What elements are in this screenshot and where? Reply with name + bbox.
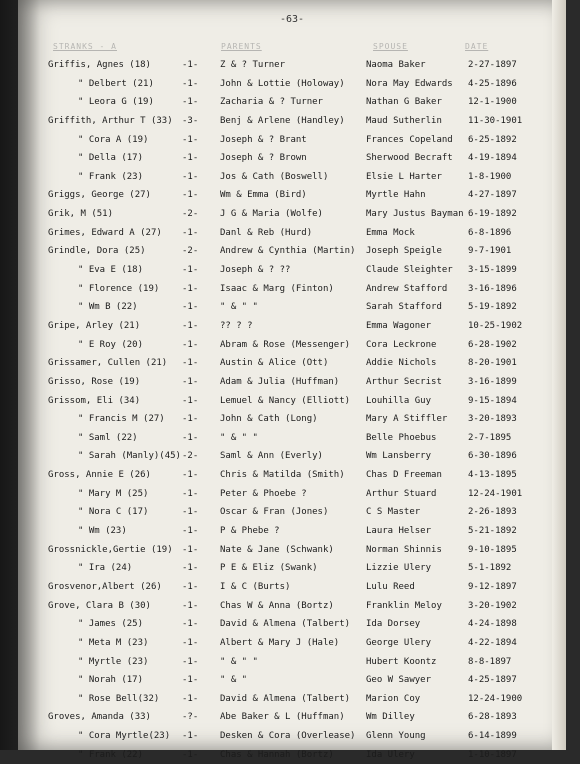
record-count: -1- xyxy=(182,470,199,481)
record-count: -1- xyxy=(182,376,199,387)
record-count: -1- xyxy=(182,749,199,760)
record-parents: Abe Baker & L (Huffman) xyxy=(220,712,345,723)
record-count: -2- xyxy=(182,209,199,220)
record-date: 3-20-1893 xyxy=(468,414,517,425)
record-row xyxy=(48,429,553,448)
record-spouse: Ida Dorsey xyxy=(366,619,421,630)
record-parents: Oscar & Fran (Jones) xyxy=(220,507,329,518)
record-parents: " & " xyxy=(220,675,248,686)
record-date: 4-25-1896 xyxy=(468,78,517,89)
record-name: " Wm (23) xyxy=(78,526,127,537)
record-parents: Joseph & ? ?? xyxy=(220,265,291,276)
record-count: -1- xyxy=(182,600,199,611)
record-date: 9-15-1894 xyxy=(468,395,517,406)
record-name: " Wm B (22) xyxy=(78,302,138,313)
record-parents: Lemuel & Nancy (Elliott) xyxy=(220,395,351,406)
record-name: " Cora A (19) xyxy=(78,134,149,145)
record-parents: John & Lottie (Holoway) xyxy=(220,78,345,89)
record-name: Grik, M (51) xyxy=(48,209,114,220)
record-row xyxy=(48,615,553,634)
record-spouse: Norman Shinnis xyxy=(366,544,442,555)
record-count: -1- xyxy=(182,265,199,276)
record-spouse: Sherwood Becraft xyxy=(366,153,453,164)
record-count: -1- xyxy=(182,78,199,89)
record-name: " Rose Bell(32) xyxy=(78,693,160,704)
record-spouse: Mary A Stiffler xyxy=(366,414,448,425)
record-date: 10-25-1902 xyxy=(468,320,523,331)
record-spouse: Emma Wagoner xyxy=(366,320,432,331)
record-date: 8-20-1901 xyxy=(468,358,517,369)
record-name: Grissom, Eli (34) xyxy=(48,395,141,406)
record-date: 3-16-1896 xyxy=(468,283,517,294)
record-count: -1- xyxy=(182,283,199,294)
record-row xyxy=(48,317,553,336)
record-name: " Ira (24) xyxy=(78,563,133,574)
page-edge xyxy=(552,0,566,750)
record-spouse: Andrew Stafford xyxy=(366,283,448,294)
record-row xyxy=(48,168,553,187)
record-name: " Meta M (23) xyxy=(78,637,149,648)
record-parents: " & " " xyxy=(220,432,258,443)
record-count: -1- xyxy=(182,656,199,667)
record-row xyxy=(48,578,553,597)
header-date: DATE xyxy=(465,42,489,51)
record-count: -?- xyxy=(182,712,199,723)
record-date: 12-24-1900 xyxy=(468,693,523,704)
record-parents: Wm & Emma (Bird) xyxy=(220,190,307,201)
record-date: 6-14-1899 xyxy=(468,731,517,742)
record-count: -1- xyxy=(182,414,199,425)
record-count: -1- xyxy=(182,507,199,518)
record-name: " Saml (22) xyxy=(78,432,138,443)
record-count: -1- xyxy=(182,171,199,182)
record-row xyxy=(48,541,553,560)
record-date: 9-7-1901 xyxy=(468,246,512,257)
record-row xyxy=(48,186,553,205)
record-spouse: Nathan G Baker xyxy=(366,97,442,108)
document-page xyxy=(18,0,566,760)
record-row xyxy=(48,597,553,616)
record-date: 12-1-1900 xyxy=(468,97,517,108)
record-count: -1- xyxy=(182,358,199,369)
record-name: " Mary M (25) xyxy=(78,488,149,499)
record-parents: Z & ? Turner xyxy=(220,60,286,70)
record-parents: P & Phebe ? xyxy=(220,526,280,537)
record-row xyxy=(48,261,553,280)
record-date: 5-1-1892 xyxy=(468,563,512,574)
record-date: 1-8-1900 xyxy=(468,171,512,182)
record-parents: Adam & Julia (Huffman) xyxy=(220,376,340,387)
page-number: -63- xyxy=(279,14,305,25)
record-parents: P E & Eliz (Swank) xyxy=(220,563,318,574)
record-name: Grisso, Rose (19) xyxy=(48,376,141,387)
record-spouse: Arthur Stuard xyxy=(366,488,437,499)
record-count: -1- xyxy=(182,488,199,499)
record-spouse: Emma Mock xyxy=(366,227,415,238)
record-count: -1- xyxy=(182,190,199,201)
record-date: 6-30-1896 xyxy=(468,451,517,462)
record-count: -1- xyxy=(182,153,199,164)
record-name: " Florence (19) xyxy=(78,283,160,294)
record-count: -1- xyxy=(182,637,199,648)
record-parents: Isaac & Marg (Finton) xyxy=(220,283,334,294)
record-parents: Nate & Jane (Schwank) xyxy=(220,544,334,555)
record-parents: I & C (Burts) xyxy=(220,581,291,592)
record-count: -1- xyxy=(182,60,199,70)
header-parents: PARENTS xyxy=(221,42,262,51)
record-row xyxy=(48,93,553,112)
record-name: Griffis, Agnes (18) xyxy=(48,60,151,70)
record-spouse: Naoma Baker xyxy=(366,60,426,70)
record-date: 2-26-1893 xyxy=(468,507,517,518)
record-row xyxy=(48,336,553,355)
record-row xyxy=(48,75,553,94)
record-count: -1- xyxy=(182,432,199,443)
record-date: 4-24-1898 xyxy=(468,619,517,630)
record-name: Grissamer, Cullen (21) xyxy=(48,358,168,369)
record-parents: Saml & Ann (Everly) xyxy=(220,451,323,462)
record-row xyxy=(48,466,553,485)
record-parents: Joseph & ? Brown xyxy=(220,153,307,164)
record-count: -2- xyxy=(182,451,199,462)
record-date: 6-19-1892 xyxy=(468,209,517,220)
record-parents: Danl & Reb (Hurd) xyxy=(220,227,313,238)
record-date: 4-19-1894 xyxy=(468,153,517,164)
record-spouse: Geo W Sawyer xyxy=(366,675,432,686)
record-count: -1- xyxy=(182,227,199,238)
column-headers xyxy=(53,42,553,56)
record-name: " Sarah (Manly)(45) xyxy=(78,451,181,462)
record-count: -1- xyxy=(182,320,199,331)
record-row xyxy=(48,354,553,373)
record-date: 5-19-1892 xyxy=(468,302,517,313)
record-date: 2-27-1897 xyxy=(468,60,517,70)
record-date: 3-15-1899 xyxy=(468,265,517,276)
record-count: -1- xyxy=(182,693,199,704)
header-name: STRANKS - A xyxy=(53,42,117,51)
record-parents: Zacharia & ? Turner xyxy=(220,97,323,108)
record-row xyxy=(48,410,553,429)
record-spouse: Lizzie Ulery xyxy=(366,563,432,574)
record-date: 4-22-1894 xyxy=(468,637,517,648)
record-row xyxy=(48,447,553,466)
record-date: 11-30-1901 xyxy=(468,115,523,126)
record-row xyxy=(48,242,553,261)
record-count: -1- xyxy=(182,526,199,537)
record-date: 6-25-1892 xyxy=(468,134,517,145)
record-name: " Della (17) xyxy=(78,153,144,164)
record-count: -1- xyxy=(182,339,199,350)
record-date: 6-28-1902 xyxy=(468,339,517,350)
record-name: Grosvenor,Albert (26) xyxy=(48,581,162,592)
record-row xyxy=(48,112,553,131)
record-parents: Peter & Phoebe ? xyxy=(220,488,307,499)
record-parents: David & Almena (Talbert) xyxy=(220,693,351,704)
record-spouse: Franklin Meloy xyxy=(366,600,442,611)
record-spouse: Lulu Reed xyxy=(366,581,415,592)
record-parents: " & " " xyxy=(220,302,258,313)
record-row xyxy=(48,522,553,541)
record-row xyxy=(48,503,553,522)
record-date: 6-8-1896 xyxy=(468,227,512,238)
record-spouse: Elsie L Harter xyxy=(366,171,442,182)
record-name: Grove, Clara B (30) xyxy=(48,600,151,611)
record-spouse: Maud Sutherlin xyxy=(366,115,442,126)
record-name: " Cora Myrtle(23) xyxy=(78,731,171,742)
record-spouse: Laura Helser xyxy=(366,526,432,537)
record-count: -1- xyxy=(182,731,199,742)
record-name: " Leora G (19) xyxy=(78,97,154,108)
record-date: 12-24-1901 xyxy=(468,488,523,499)
record-parents: Desken & Cora (Overlease) xyxy=(220,731,356,742)
record-count: -1- xyxy=(182,302,199,313)
record-date: 3-16-1899 xyxy=(468,376,517,387)
record-date: 9-10-1895 xyxy=(468,544,517,555)
record-name: " Myrtle (23) xyxy=(78,656,149,667)
record-row xyxy=(48,298,553,317)
record-count: -1- xyxy=(182,134,199,145)
record-spouse: Frances Copeland xyxy=(366,134,453,145)
record-row xyxy=(48,205,553,224)
record-row xyxy=(48,280,553,299)
record-spouse: Sarah Stafford xyxy=(366,302,442,313)
record-parents: Chas W & Anna (Bortz) xyxy=(220,600,334,611)
record-spouse: Claude Sleighter xyxy=(366,265,453,276)
record-spouse: Arthur Secrist xyxy=(366,376,442,387)
record-count: -1- xyxy=(182,544,199,555)
record-row xyxy=(48,746,553,764)
record-name: Grossnickle,Gertie (19) xyxy=(48,544,173,555)
record-spouse: Joseph Speigle xyxy=(366,246,442,257)
record-row xyxy=(48,131,553,150)
record-spouse: Wm Dilley xyxy=(366,712,415,723)
record-name: " Frank (23) xyxy=(78,171,144,182)
record-date: 4-25-1897 xyxy=(468,675,517,686)
record-parents: Chris & Matilda (Smith) xyxy=(220,470,345,481)
record-name: " Francis M (27) xyxy=(78,414,165,425)
record-row xyxy=(48,671,553,690)
record-spouse: Myrtle Hahn xyxy=(366,190,426,201)
record-row xyxy=(48,690,553,709)
record-count: -3- xyxy=(182,115,199,126)
record-count: -1- xyxy=(182,563,199,574)
record-date: 2-7-1895 xyxy=(468,432,512,443)
record-name: Griggs, George (27) xyxy=(48,190,151,201)
record-name: " Nora C (17) xyxy=(78,507,149,518)
record-spouse: Nora May Edwards xyxy=(366,78,453,89)
record-date: 9-12-1897 xyxy=(468,581,517,592)
record-spouse: Wm Lansberry xyxy=(366,451,432,462)
record-list xyxy=(48,56,553,764)
record-spouse: Belle Phoebus xyxy=(366,432,437,443)
record-name: Griffith, Arthur T (33) xyxy=(48,115,173,126)
record-parents: David & Almena (Talbert) xyxy=(220,619,351,630)
record-name: Grindle, Dora (25) xyxy=(48,246,146,257)
record-spouse: Cora Leckrone xyxy=(366,339,437,350)
record-name: " Frank (22) xyxy=(78,749,144,760)
record-date: 5-21-1892 xyxy=(468,526,517,537)
record-spouse: Ida Ulery xyxy=(366,749,415,760)
record-date: 4-13-1895 xyxy=(468,470,517,481)
record-parents: Joseph & ? Brant xyxy=(220,134,307,145)
record-parents: Benj & Arlene (Handley) xyxy=(220,115,345,126)
record-parents: Albert & Mary J (Hale) xyxy=(220,637,340,648)
record-date: 4-27-1897 xyxy=(468,190,517,201)
record-count: -1- xyxy=(182,581,199,592)
record-spouse: Chas D Freeman xyxy=(366,470,442,481)
record-parents: Andrew & Cynthia (Martin) xyxy=(220,246,356,257)
record-parents: ?? ? ? xyxy=(220,320,253,331)
record-row xyxy=(48,708,553,727)
record-name: " Delbert (21) xyxy=(78,78,154,89)
record-count: -2- xyxy=(182,246,199,257)
record-parents: Austin & Alice (Ott) xyxy=(220,358,329,369)
record-row xyxy=(48,727,553,746)
record-name: " Norah (17) xyxy=(78,675,144,686)
record-count: -1- xyxy=(182,675,199,686)
record-count: -1- xyxy=(182,97,199,108)
record-name: Gross, Annie E (26) xyxy=(48,470,151,481)
record-name: " E Roy (20) xyxy=(78,339,144,350)
record-row xyxy=(48,634,553,653)
record-name: Groves, Amanda (33) xyxy=(48,712,151,723)
record-date: 8-8-1897 xyxy=(468,656,512,667)
record-row xyxy=(48,224,553,243)
record-spouse: Addie Nichols xyxy=(366,358,437,369)
record-row xyxy=(48,373,553,392)
record-count: -1- xyxy=(182,619,199,630)
record-parents: Jos & Cath (Boswell) xyxy=(220,171,329,182)
record-spouse: Louhilla Guy xyxy=(366,395,432,406)
record-date: 1-10-1897 xyxy=(468,749,517,760)
record-name: Grimes, Edward A (27) xyxy=(48,227,162,238)
record-count: -1- xyxy=(182,395,199,406)
record-spouse: C S Master xyxy=(366,507,421,518)
record-row xyxy=(48,559,553,578)
record-date: 3-20-1902 xyxy=(468,600,517,611)
record-spouse: Mary Justus Bayman xyxy=(366,209,464,220)
record-row xyxy=(48,653,553,672)
record-spouse: Hubert Koontz xyxy=(366,656,437,667)
record-parents: Chas & Hannah (Bortz) xyxy=(220,749,334,760)
record-spouse: George Ulery xyxy=(366,637,432,648)
record-name: Gripe, Arley (21) xyxy=(48,320,141,331)
header-spouse: SPOUSE xyxy=(373,42,408,51)
record-date: 6-28-1893 xyxy=(468,712,517,723)
record-name: " Eva E (18) xyxy=(78,265,144,276)
record-parents: " & " " xyxy=(220,656,258,667)
record-spouse: Marion Coy xyxy=(366,693,421,704)
record-row xyxy=(48,485,553,504)
record-row xyxy=(48,392,553,411)
record-name: " James (25) xyxy=(78,619,144,630)
record-row xyxy=(48,149,553,168)
record-spouse: Glenn Young xyxy=(366,731,426,742)
record-row xyxy=(48,56,553,75)
record-parents: John & Cath (Long) xyxy=(220,414,318,425)
record-parents: Abram & Rose (Messenger) xyxy=(220,339,351,350)
record-parents: J G & Maria (Wolfe) xyxy=(220,209,323,220)
